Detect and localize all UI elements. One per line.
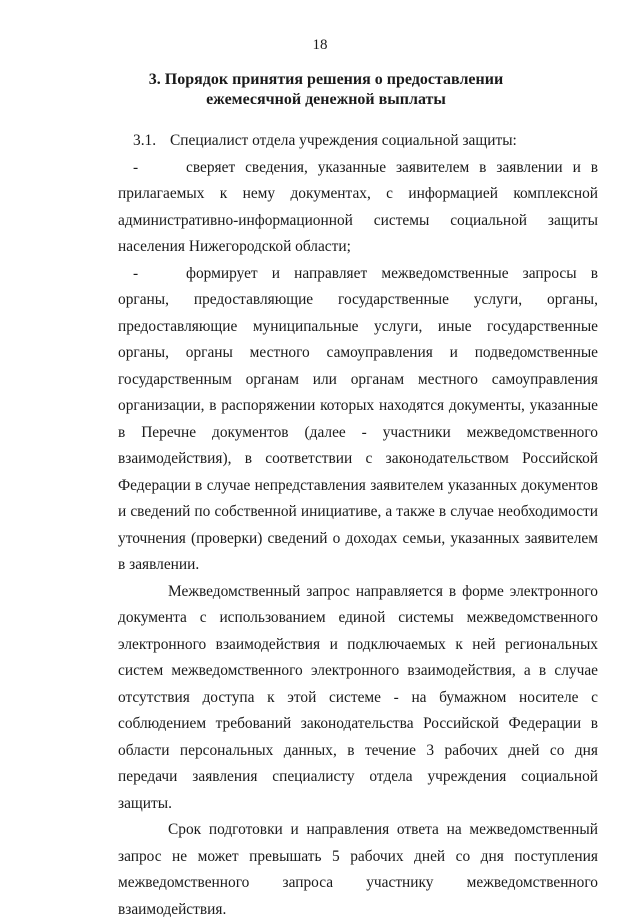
bullet-marker: - [133,158,139,176]
bullet-text: сверяет сведения, указанные заявителем в заявлении и в прилагаемых к нему документах, с информацией комплексной административно-информационной системы социальной защиты населения Нижегородской области; [118,158,598,255]
bullet-text: формирует и направляет межведомственные запросы в органы, предоставляющие государственные услуги, органы, предоставляющие муниципальные услуги, иные государственные органы, органы местного самоуправления и подведомственные государственным органам или органам местного самоуправления организации, в распоряжении которых находятся документы, указанные в Перечне документов (далее - участники межведомственного взаимодействия), в соответствии с законодательством Российской Федерации в случае непредставления заявителем указанных документов и сведений по собственной инициативе, а также в случае необходимости уточнения (проверки) сведений о доходах семьи, указанных заявителем в заявлении. [118,264,598,573]
document-body [118,128,598,923]
page-number: 18 [312,37,328,53]
bullet-item-1 [118,155,598,261]
item-number: 3.1. [133,132,157,149]
paragraph-request-form: Межведомственный запрос направляется в форме электронного документа с использованием единой системы межведомственного электронного взаимодействия и подключаемых к ней региональных систем межведомственного электронного взаимодействия, а в случае отсутствия доступа к этой системе - на бумажном носителе с соблюдением требований законодательства Российской Федерации в области персональных данных, в течение 3 рабочих дней со дня передачи заявления специалисту отдела учреждения социальной защиты. [118,582,598,812]
bullet-marker: - [133,264,139,282]
bullet-item-2 [118,261,598,579]
paragraph-response-term: Срок подготовки и направления ответа на межведомственный запрос не может превышать 5 рабочих дней со дня поступления межведомственного запроса участнику межведомственного взаимодействия. [118,821,598,918]
item-3-1 [118,128,598,155]
section-heading: 3. Порядок принятия решения о предоставлении ежемесячной денежной выплаты [148,71,504,108]
item-text: Специалист отдела учреждения социальной защиты: [170,132,517,149]
